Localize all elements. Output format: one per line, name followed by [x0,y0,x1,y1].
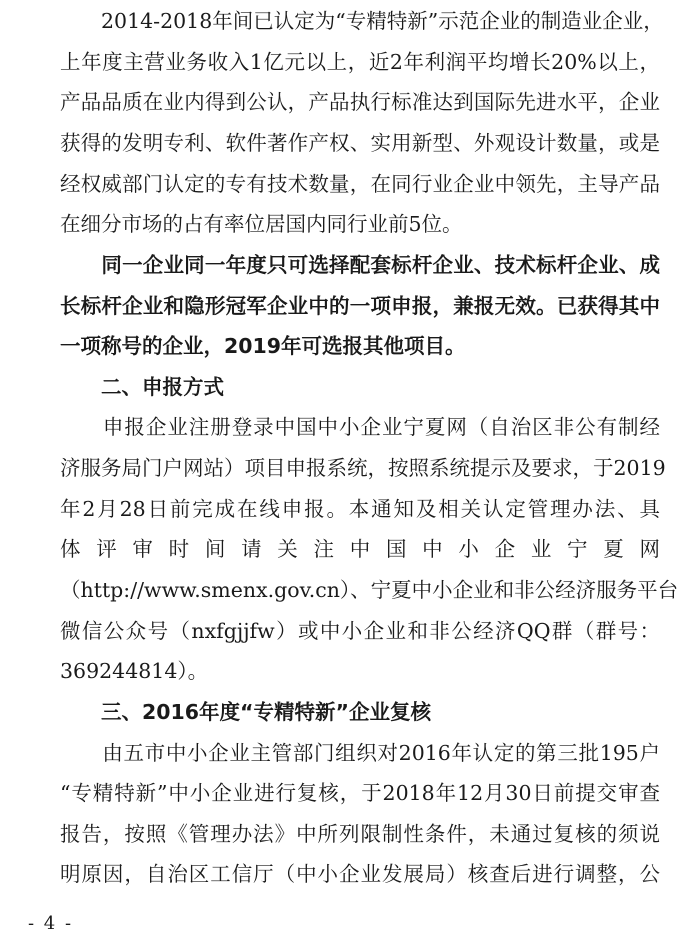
paragraph-line: 在细分市场的占有率位居国内同行业前5位。 [60,212,463,237]
paragraph-line: 产品品质在业内得到公认，产品执行标准达到国际先进水平，企业 [60,90,660,115]
paragraph-line: 申报企业注册登录中国中小企业宁夏网（自治区非公有制经 [60,415,660,440]
paragraph-line: 获得的发明专利、软件著作产权、实用新型、外观设计数量，或是 [60,130,660,155]
paragraph-line: 由五市中小企业主管部门组织对2016年认定的第三批195户 [60,740,660,765]
page-number: - 4 - [28,913,74,934]
paragraph-line: 上年度主营业务收入1亿元以上，近2年利润平均增长20%以上， [60,49,660,74]
paragraph-line: 年2月28日前完成在线申报。本通知及相关认定管理办法、具 [60,496,660,521]
bold-paragraph-line: 长标杆企业和隐形冠军企业中的一项申报，兼报无效。已获得其中 [60,293,660,318]
paragraph-line: 报告，按照《管理办法》中所列限制性条件，未通过复核的须说 [60,821,660,846]
paragraph-line: 微信公众号（nxfgjjfw）或中小企业和非公经济QQ群（群号： [60,618,660,643]
paragraph-line: 济服务局门户网站）项目申报系统，按照系统提示及要求，于2019 [60,456,666,480]
paragraph-line: （http://www.smenx.gov.cn）、宁夏中小企业和非公经济服务平台 [60,577,679,602]
paragraph-line: “专精特新”中小企业进行复核，于2018年12月30日前提交审查 [60,781,660,806]
paragraph-line: 体评审时间请关注中国中小企业宁夏网 [60,537,660,562]
paragraph-line: 2014-2018年间已认定为“专精特新”示范企业的制造业企业， [60,9,664,33]
bold-paragraph-line: 一项称号的企业，2019年可选报其他项目。 [60,334,466,359]
bold-paragraph-line: 同一企业同一年度只可选择配套标杆企业、技术标杆企业、成 [60,252,660,277]
paragraph-line: 经权威部门认定的专有技术数量，在同行业企业中领先，主导产品 [60,171,660,196]
paragraph-line: 明原因，自治区工信厅（中小企业发展局）核查后进行调整，公 [60,862,660,887]
section-heading: 二、申报方式 [60,374,224,399]
section-heading: 三、2016年度“专精特新”企业复核 [60,699,432,724]
paragraph-line: 369244814）。 [60,659,209,684]
